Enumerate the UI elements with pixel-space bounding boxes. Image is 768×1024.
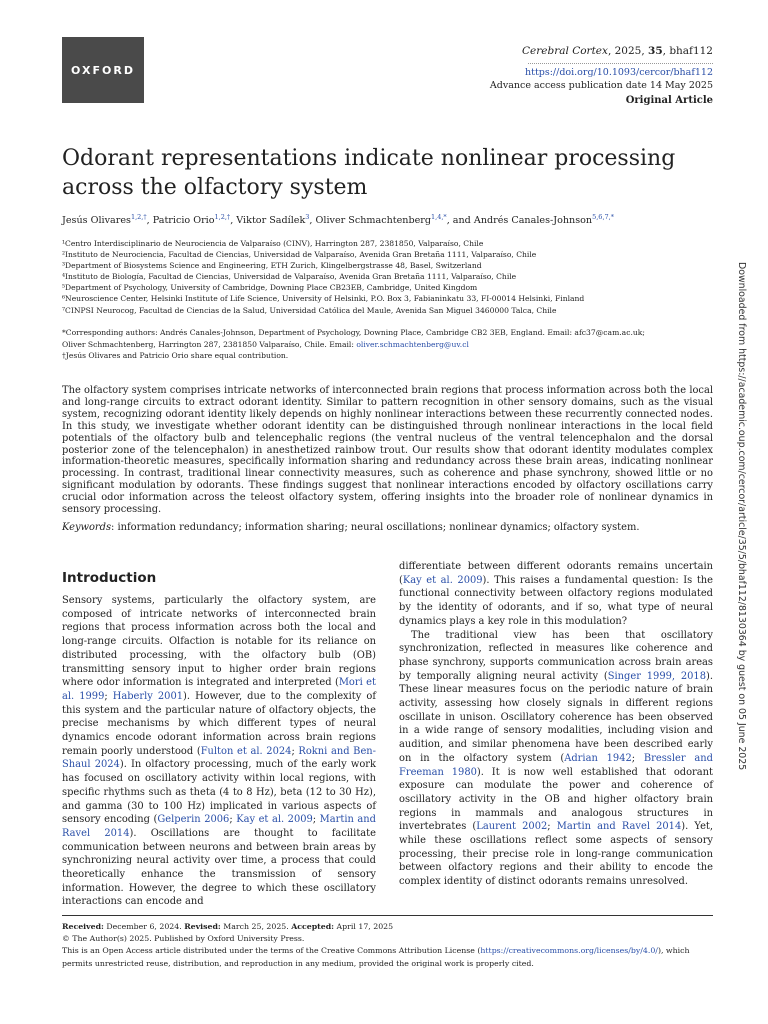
affiliation-line: ²Instituto de Neurociencia, Facultad de Ciencias, Universidad de Valparaíso, Avenida Gran Bretaña 1111, Valparaíso, Chile — [62, 250, 537, 260]
section-heading-introduction: Introduction — [62, 570, 157, 586]
body-column-left — [62, 560, 376, 909]
citation-link[interactable]: Rokni and Ben-Shaul 2024 — [62, 745, 376, 771]
citation-link[interactable]: Singer 1999, 2018 — [607, 670, 706, 682]
affiliation-line: ⁵Department of Psychology, University of Cambridge, Downing Place CB23EB, Cambridge, United Kingdom — [62, 283, 478, 293]
citation-link[interactable]: Bressler and Freeman 1980 — [399, 752, 713, 778]
article-type: Original Article — [625, 95, 713, 106]
abstract: The olfactory system comprises intricate networks of interconnected brain regions that process information across both the local and long-range circuits to extract odorant identity. Similar to pattern recognition in other sensory domains, such as the visual system, recognizing odorant identity likely depends on highly nonlinear interactions between these recurrently connected nodes. In this study, we investigate whether odorant identity can be distinguished through nonlinear interactions in the local field potentials of the olfactory bulb and telencephalic regions (the ventral nucleus of the ventral telencephalon and the dorsal posterior zone of the telencephalon) in anesthetized rainbow trout. Our results show that odorant identity modulates complex information-theoretic measures, specifically information sharing and redundancy across these brain areas, indicating nonlinear processing. In contrast, traditional linear connectivity measures, such as coherence and phase synchrony, showed little or no significant modulation by odorants. These findings suggest that nonlinear interactions encoded by olfactory oscillations carry crucial odor information across the teleost olfactory system, offering insights into the broader role of nonlinear dynamics in sensory processing. — [62, 385, 713, 516]
body-text: ; — [631, 752, 644, 764]
affiliation-line: ⁴Instituto de Biología, Facultad de Ciencias, Universidad de Valparaíso, Avenida Gran Bretaña 1111, Valparaíso, Chile — [62, 272, 517, 282]
intro-paragraph-2 — [399, 629, 713, 889]
body-text: ; — [104, 690, 113, 702]
body-text: ). It is now well established that odorant exposure can modulate the power and coherence of oscillatory activity in the OB and higher olfactory brain regions in mammals and analogous structures in invertebrates ( — [399, 766, 713, 833]
footer-divider — [62, 915, 713, 916]
citation-link[interactable]: Gelperin 2006 — [157, 814, 230, 826]
author-name: Patricio Orio — [152, 215, 215, 227]
author-affiliation-marker: 3 — [305, 213, 310, 221]
author-affiliation-marker: 1,2,† — [214, 213, 231, 221]
footer — [62, 921, 713, 970]
email-link[interactable]: oliver.schmachtenberg@uv.cl — [356, 339, 469, 349]
citation-link[interactable]: Fulton et al. 2024 — [200, 745, 292, 757]
equal-contribution-note: †Jesús Olivares and Patricio Orio share equal contribution. — [62, 351, 289, 361]
author-name: Jesús Olivares — [62, 215, 131, 227]
body-text: ). Oscillations are thought to facilitate communication between neurons and between brain areas by synchronizing neural activity over time, a process that could theoretically enhance the transmission of sensory information. However, the degree to which these oscillatory interactions can encode and — [62, 827, 376, 908]
body-text: ). These linear measures focus on the periodic nature of brain activity, assessing how closely signals in different regions oscillate in unison. Oscillatory coherence has been observed in a wide range of sensory modalities, including vision and audition, and similar phenomena have been described early on in the olfactory system ( — [399, 670, 713, 764]
author-name: Viktor Sadílek — [236, 215, 306, 227]
body-text: The traditional view has been that oscillatory synchronization, reflected in measures like coherence and phase synchrony, supports communication across brain areas by temporally aligning neural activity ( — [399, 629, 713, 682]
body-column-right — [399, 560, 713, 889]
body-text: ). This raises a fundamental question: Is the functional connectivity between olfactory regions modulated by the identity of odorants, and if so, what type of neural dynamics plays a key role in this modulation? — [399, 574, 713, 627]
body-text: ; — [547, 821, 557, 833]
oxford-logo: OXFORD — [62, 37, 144, 103]
citation-link[interactable]: Mori et al. 1999 — [62, 677, 376, 702]
citation-link[interactable]: Martin and Ravel 2014 — [62, 814, 376, 839]
body-text: ). In olfactory processing, much of the early work has focused on oscillatory activity within local regions, with specific rhythms such as theta (4 to 8 Hz), beta (12 to 30 Hz), and gamma (30 to 100 Hz) implicated in various aspects of sensory encoding ( — [62, 759, 376, 826]
keywords: Keywords: information redundancy; information sharing; neural oscillations; nonlinear dynamics; olfactory system. — [62, 522, 640, 533]
affiliations — [62, 238, 722, 316]
body-text: ). Yet, while these oscillations reflect some aspects of sensory processing, their precise role in long-range communication between olfactory regions and their ability to encode the complex identity of distinct odorants remains unresolved. — [399, 821, 714, 888]
author-name: Oliver Schmachtenberg — [315, 215, 432, 227]
affiliation-line: ⁷CINPSI Neurocog, Facultad de Ciencias de la Salud, Universidad Católica del Maule, Avenida San Miguel 3460000 Talca, Chile — [62, 305, 557, 315]
license: This is an Open Access article distributed under the terms of the Creative Commons Attribution License (https://creativecommons.org/licenses/by/4.0/), which permits unrestricted reuse, distribution, and reproduction in any medium, provided the original work is properly cited. — [62, 946, 690, 968]
article-title: Odorant representations indicate nonlinear processing across the olfactory system — [62, 146, 676, 200]
body-text: ). However, due to the complexity of this system and the particular nature of olfactory objects, the precise mechanisms by which different types of neural dynamics encode odorant information across brain regions remain poorly understood ( — [62, 690, 376, 757]
affiliation-line: ¹Centro Interdisciplinario de Neurociencia de Valparaíso (CINV), Harrington 287, 2381850, Valparaíso, Chile — [62, 239, 484, 248]
intro-paragraph-1 — [62, 594, 376, 909]
affiliation-line: ⁶Neuroscience Center, Helsinki Institute of Life Science, University of Helsinki, P.O. Box 3, Fabianinkatu 33, FI-00014 Helsinki, Finland — [62, 294, 585, 304]
author-name: Andrés Canales-Johnson — [473, 215, 593, 227]
citation-link[interactable]: Adrian 1942 — [564, 752, 632, 764]
body-text: ; — [229, 814, 237, 826]
copyright: © The Author(s) 2025. Published by Oxford University Press. — [62, 934, 305, 944]
intro-paragraph-1-continued — [399, 560, 713, 629]
doi-link[interactable]: https://doi.org/10.1093/cercor/bhaf112 — [525, 67, 713, 78]
advance-access-date: Advance access publication date 14 May 2025 — [489, 80, 713, 91]
body-text: Sensory systems, particularly the olfactory system, are composed of intricate networks of interconnected brain regions that process information across both the local and long-range circuits. Olfaction is notable for its reliance on distributed processing, with the olfactory bulb (OB) transmitting sensory input to higher order brain regions where odor information is integrated and interpreted ( — [62, 595, 376, 689]
citation-link[interactable]: Kay et al. 2009 — [236, 814, 313, 826]
body-text: differentiate between different odorants remains uncertain ( — [399, 561, 713, 586]
citation-link[interactable]: Kay et al. 2009 — [402, 574, 483, 586]
body-text: ; — [312, 814, 320, 826]
journal-name: Cerebral Cortex — [522, 45, 608, 57]
journal-citation: Cerebral Cortex, 2025, 35, bhaf112 — [522, 45, 713, 57]
article-meta — [490, 45, 713, 107]
dates: Received: December 6, 2024. Revised: March 25, 2025. Accepted: April 17, 2025 — [62, 922, 394, 931]
body-text: ; — [291, 745, 299, 757]
author-affiliation-marker: 1,2,† — [130, 213, 147, 221]
author-affiliation-marker: 5,6,7,* — [592, 213, 614, 221]
affiliation-line: ³Department of Biosystems Science and Engineering, ETH Zurich, Klingelbergstrasse 48, Basel, Switzerland — [62, 261, 482, 271]
corresponding-authors: *Corresponding authors: Andrés Canales-Johnson, Department of Psychology, Downing Place, Cambridge CB2 3EB, England. Email: afc37@cam.ac.uk; Oliver Schmachtenberg, Harrington 287, 2381850 Valparaíso, Chile. Email: oliver.schmachtenberg@uv.cl †Jesús Olivares and Patricio Orio share equal contribution. — [62, 327, 722, 362]
download-watermark: Downloaded from https://academic.oup.com/cercor/article/35/5/bhaf112/8130364 by guest on 05 June 2025 — [736, 262, 747, 771]
volume: 35 — [648, 45, 663, 57]
citation-link[interactable]: Laurent 2002 — [476, 821, 548, 833]
author-list: Jesús Olivares$^{1,2,\dagger}$, Patricio Orio$^{1,2,\dagger}$, Viktor Sadílek$^3$, Oliver Schmachtenberg$^{1,4,*}$, and Andrés Canales-Johnson$^{5,6,7,*}$ — [62, 213, 614, 227]
license-link[interactable]: https://creativecommons.org/licenses/by/4.0/ — [480, 946, 658, 956]
citation-link[interactable]: Martin and Ravel 2014 — [556, 821, 682, 833]
citation-link[interactable]: Haberly 2001 — [112, 690, 184, 702]
author-affiliation-marker: 1,4,* — [431, 213, 447, 221]
